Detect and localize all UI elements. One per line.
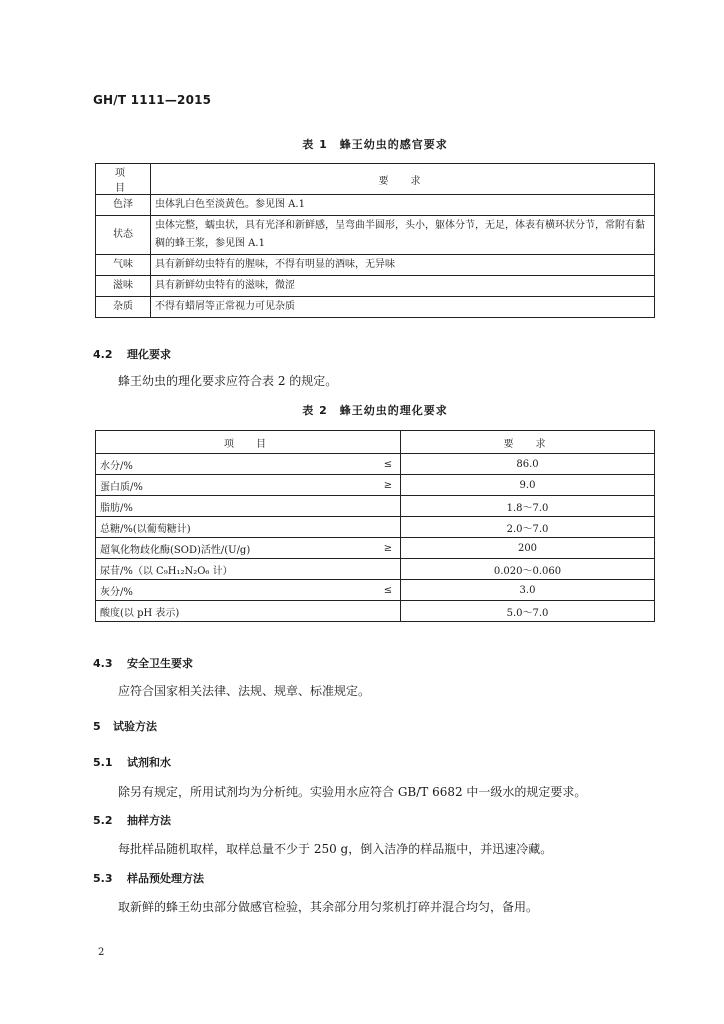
table2-caption: 表 2 蜂王幼虫的理化要求 [302, 404, 448, 417]
row-item: 色泽 [96, 195, 151, 216]
row-value: 9.0 [401, 475, 655, 496]
row-symbol: ≥ [376, 538, 401, 559]
row-value: 5.0～7.0 [401, 601, 655, 622]
row-requirement: 具有新鲜幼虫特有的滋味，微涩 [151, 276, 655, 297]
table-row [96, 538, 655, 559]
table-row [96, 517, 655, 538]
table-row [96, 255, 655, 276]
row-symbol [376, 517, 401, 538]
row-requirement: 虫体完整，蠕虫状，具有光泽和新鲜感，呈弯曲半圆形，头小，躯体分节，无足，体表有横环状分节，常附有黏稠的蜂王浆，参见图 A.1 [151, 216, 655, 255]
row-item: 总糖/%(以葡萄糖计) [96, 517, 377, 538]
table-row [96, 276, 655, 297]
table-row [96, 475, 655, 496]
row-symbol [376, 496, 401, 517]
physicochemical-requirements-table [95, 430, 655, 622]
section-4-2-heading: 4.2 理化要求 [93, 348, 171, 361]
page-number: 2 [98, 947, 105, 958]
row-value: 0.020～0.060 [401, 559, 655, 580]
row-value: 3.0 [401, 580, 655, 601]
table-row [96, 216, 655, 255]
section-5-1-heading: 5.1 试剂和水 [93, 756, 171, 769]
row-value: 86.0 [401, 454, 655, 475]
section-5-heading: 5 试验方法 [93, 720, 157, 733]
table-row [96, 496, 655, 517]
row-item: 酸度(以 pH 表示) [96, 601, 377, 622]
row-value: 200 [401, 538, 655, 559]
row-item: 灰分/% [96, 580, 377, 601]
table1-caption: 表 1 蜂王幼虫的感官要求 [302, 138, 448, 151]
table-row [96, 580, 655, 601]
section-4-2-text: 蜂王幼虫的理化要求应符合表 2 的规定。 [118, 374, 338, 388]
row-item: 杂质 [96, 297, 151, 318]
table-row [96, 601, 655, 622]
row-symbol [376, 559, 401, 580]
table-row [96, 559, 655, 580]
section-4-3-text: 应符合国家相关法律、法规、规章、标准规定。 [118, 684, 371, 698]
row-item: 超氧化物歧化酶(SOD)活性/(U/g) [96, 538, 377, 559]
row-value: 1.8～7.0 [401, 496, 655, 517]
row-item: 气味 [96, 255, 151, 276]
section-4-3-heading: 4.3 安全卫生要求 [93, 657, 193, 670]
row-item: 状态 [96, 216, 151, 255]
section-5-2-heading: 5.2 抽样方法 [93, 814, 171, 827]
sensory-requirements-table [95, 163, 655, 318]
table-header-row [96, 431, 655, 454]
col-requirement-header: 要 求 [151, 164, 655, 195]
section-5-2-text: 每批样品随机取样，取样总量不少于 250 g，倒入洁净的样品瓶中，并迅速冷藏。 [118, 842, 553, 856]
col-requirement-header: 要 求 [401, 431, 655, 454]
row-requirement: 具有新鲜幼虫特有的腥味，不得有明显的酒味，无异味 [151, 255, 655, 276]
table-row [96, 454, 655, 475]
row-requirement: 不得有蜡屑等正常视力可见杂质 [151, 297, 655, 318]
col-item-header: 项 目 [96, 164, 151, 195]
col-item-header: 项 目 [96, 431, 401, 454]
table-row [96, 297, 655, 318]
table-row [96, 195, 655, 216]
row-symbol [376, 601, 401, 622]
row-symbol: ≤ [376, 454, 401, 475]
row-item: 脂肪/% [96, 496, 377, 517]
row-item: 滋味 [96, 276, 151, 297]
section-5-3-heading: 5.3 样品预处理方法 [93, 872, 204, 885]
row-value: 2.0～7.0 [401, 517, 655, 538]
section-5-3-text: 取新鲜的蜂王幼虫部分做感官检验，其余部分用匀浆机打碎并混合均匀，备用。 [118, 900, 539, 914]
row-symbol: ≥ [376, 475, 401, 496]
row-requirement: 虫体乳白色至淡黄色。参见图 A.1 [151, 195, 655, 216]
row-item: 水分/% [96, 454, 377, 475]
table-header-row [96, 164, 655, 195]
row-item: 蛋白质/% [96, 475, 377, 496]
row-symbol: ≤ [376, 580, 401, 601]
standard-number: GH/T 1111—2015 [93, 93, 212, 107]
section-5-1-text: 除另有规定，所用试剂均为分析纯。实验用水应符合 GB/T 6682 中一级水的规定要求。 [118, 785, 587, 799]
row-item: 尿苷/%（以 C₉H₁₂N₂O₆ 计） [96, 559, 377, 580]
